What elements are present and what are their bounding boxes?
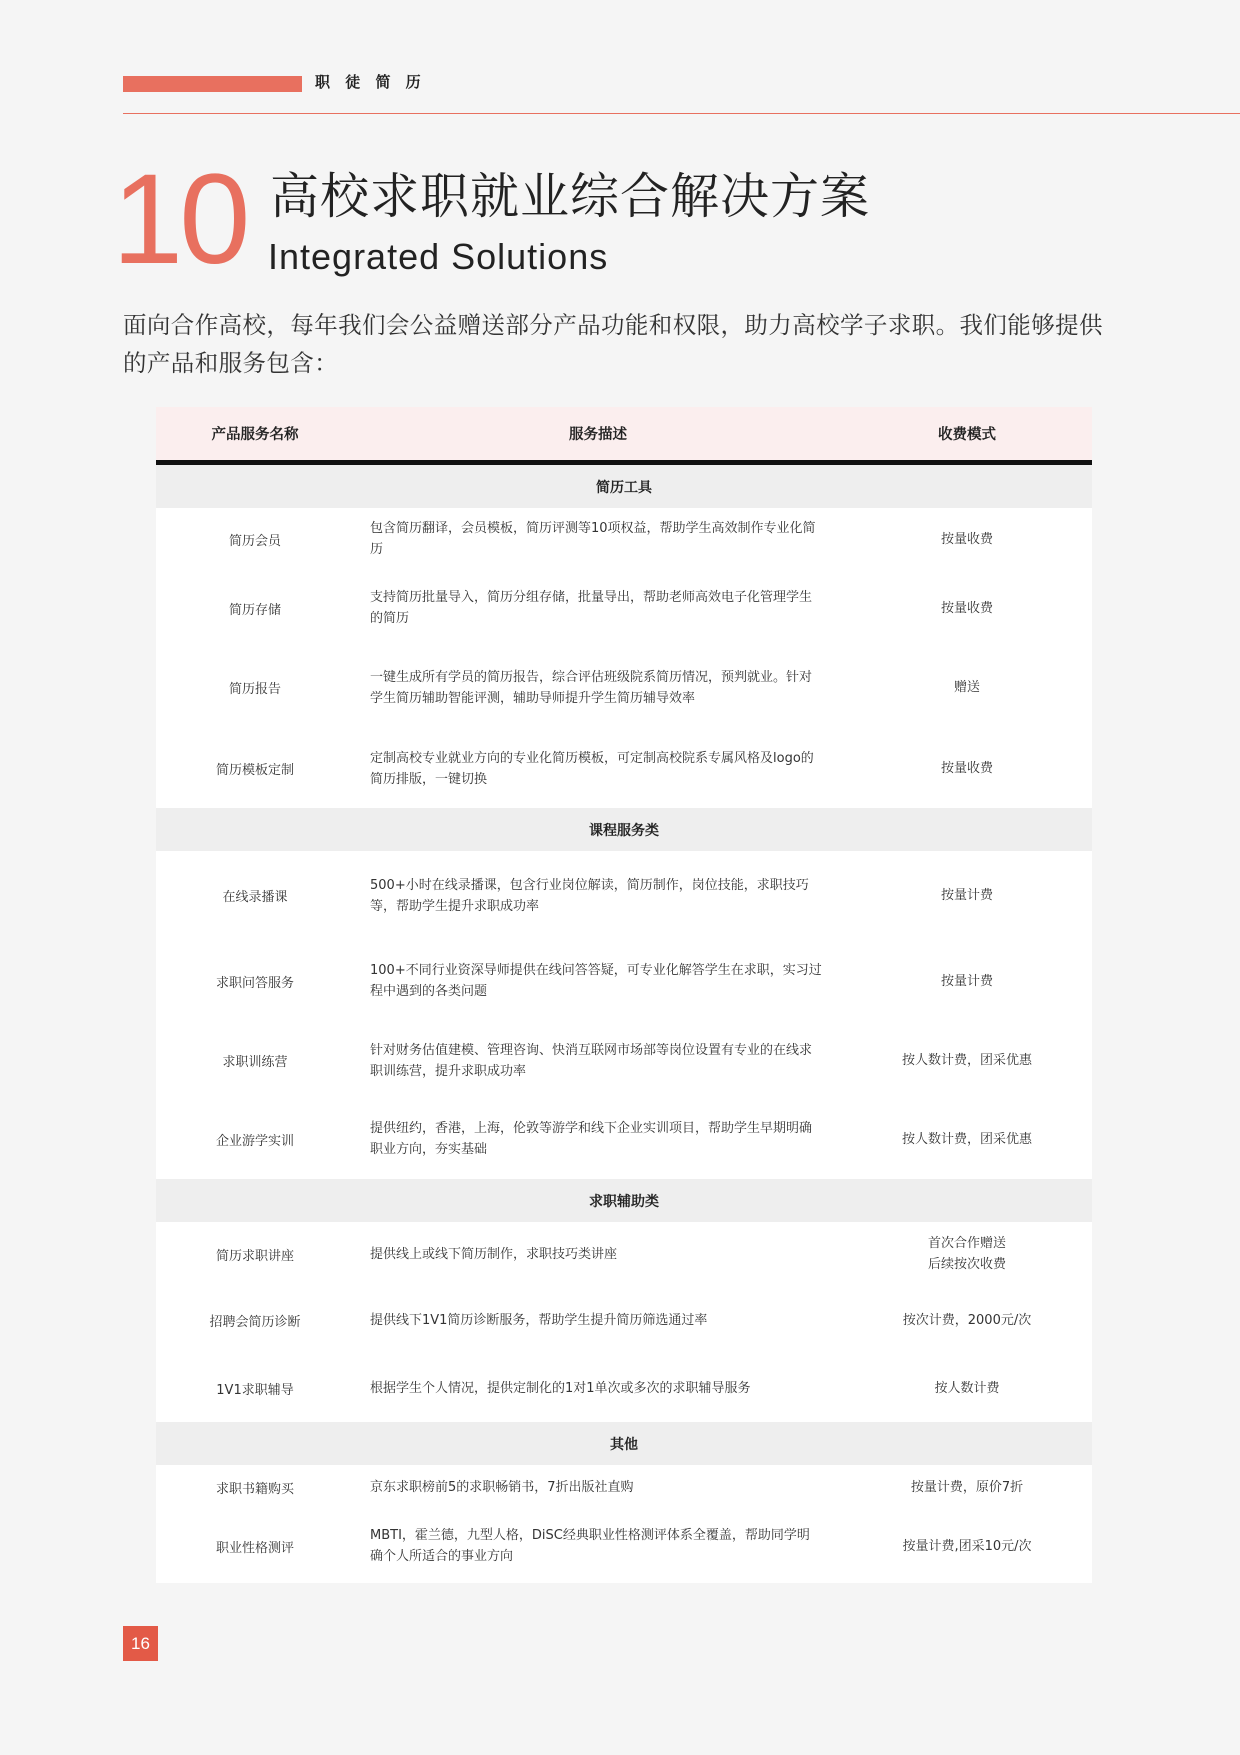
row-name: 1V1求职辅导 xyxy=(216,1382,294,1398)
group-title: 课程服务类 xyxy=(156,808,1092,851)
row-desc: 包含简历翻译，会员模板，简历评测等10项权益，帮助学生高效制作专业化简历 xyxy=(370,521,816,557)
table-row xyxy=(156,1509,1092,1583)
row-fee: 按量计费 xyxy=(940,973,993,989)
row-fee: 按人数计费 xyxy=(934,1380,1000,1396)
row-desc: 提供线上或线下简历制作，求职技巧类讲座 xyxy=(370,1246,618,1262)
header-accent-bar xyxy=(123,76,302,92)
table-row xyxy=(156,1465,1092,1509)
row-name: 简历模板定制 xyxy=(215,763,294,778)
header-desc: 服务描述 xyxy=(569,427,627,443)
group-title: 简历工具 xyxy=(156,465,1092,508)
row-fee: 按量收费 xyxy=(940,531,993,547)
table-row xyxy=(156,570,1092,646)
table-row xyxy=(156,646,1092,729)
row-name: 简历求职讲座 xyxy=(215,1248,294,1264)
table-row xyxy=(156,1286,1092,1354)
table-row xyxy=(156,851,1092,940)
row-desc: 500+小时在线录播课，包含行业岗位解读，简历制作，岗位技能，求职技巧等，帮助学生提升求职成功率 xyxy=(370,877,809,914)
table-row xyxy=(156,1354,1092,1422)
row-fee: 按量收费 xyxy=(940,600,993,616)
page-number: 16 xyxy=(123,1626,158,1661)
row-fee: 首次合作赠送 后续按次收费 xyxy=(927,1236,1006,1272)
section-title-en: Integrated Solutions xyxy=(268,236,609,277)
row-name: 简历会员 xyxy=(228,533,281,549)
row-desc: 支持简历批量导入，简历分组存储，批量导出，帮助老师高效电子化管理学生的简历 xyxy=(370,590,813,626)
row-fee: 按量计费,团采10元/次 xyxy=(902,1538,1032,1554)
header-fee: 收费模式 xyxy=(938,427,996,443)
row-name: 企业游学实训 xyxy=(215,1133,294,1149)
group-title: 其他 xyxy=(156,1422,1092,1465)
row-desc: MBTI，霍兰德，九型人格，DiSC经典职业性格测评体系全覆盖，帮助同学明确个人所适合的事业方向 xyxy=(370,1528,810,1564)
row-fee: 按人数计费，团采优惠 xyxy=(901,1053,1032,1068)
table-row xyxy=(156,729,1092,808)
table-row xyxy=(156,1099,1092,1179)
section-title-cn: 高校求职就业综合解决方案 xyxy=(270,168,871,225)
table-row xyxy=(156,1022,1092,1099)
row-name: 求职训练营 xyxy=(222,1055,288,1070)
row-fee: 赠送 xyxy=(953,680,980,695)
table-row xyxy=(156,940,1092,1022)
section-number: 10 xyxy=(112,148,247,291)
intro-paragraph: 面向合作高校，每年我们会公益赠送部分产品功能和权限，助力高校学子求职。我们能够提供的产品和服务包含： xyxy=(123,311,1103,377)
row-name: 在线录播课 xyxy=(222,890,288,905)
row-name: 招聘会简历诊断 xyxy=(209,1314,301,1330)
row-desc: 提供纽约，香港，上海，伦敦等游学和线下企业实训项目，帮助学生早期明确职业方向，夯实基础 xyxy=(370,1121,813,1157)
row-fee: 按量收费 xyxy=(940,761,993,776)
table-row xyxy=(156,508,1092,570)
row-name: 职业性格测评 xyxy=(215,1540,294,1556)
row-desc: 一键生成所有学员的简历报告，综合评估班级院系简历情况，预判就业。针对学生简历辅助智能评测，辅助导师提升学生简历辅导效率 xyxy=(370,669,813,706)
row-desc: 根据学生个人情况，提供定制化的1对1单次或多次的求职辅导服务 xyxy=(370,1380,751,1396)
table-row xyxy=(156,1222,1092,1286)
row-fee: 按人数计费，团采优惠 xyxy=(901,1131,1032,1147)
row-desc: 京东求职榜前5的求职畅销书，7折出版社直购 xyxy=(370,1479,634,1495)
row-name: 求职书籍购买 xyxy=(215,1481,294,1497)
group-title: 求职辅助类 xyxy=(156,1179,1092,1222)
row-desc: 100+不同行业资深导师提供在线问答答疑，可专业化解答学生在求职，实习过程中遇到的各类问题 xyxy=(370,963,822,999)
row-name: 简历报告 xyxy=(228,682,281,697)
header-divider xyxy=(123,113,1240,114)
row-desc: 针对财务估值建模、管理咨询、快消互联网市场部等岗位设置有专业的在线求职训练营，提升求职成功率 xyxy=(370,1042,813,1079)
table-header xyxy=(156,407,1092,465)
row-fee: 按量计费 xyxy=(940,888,993,903)
row-name: 简历存储 xyxy=(228,602,281,618)
row-fee: 按量计费，原价7折 xyxy=(910,1479,1024,1495)
row-fee: 按次计费，2000元/次 xyxy=(902,1312,1032,1328)
row-name: 求职问答服务 xyxy=(215,975,294,991)
services-table xyxy=(156,407,1092,1583)
row-desc: 提供线下1V1简历诊断服务，帮助学生提升简历筛选通过率 xyxy=(370,1312,708,1328)
header-brand: 职 徒 简 历 xyxy=(315,73,426,91)
row-desc: 定制高校专业就业方向的专业化简历模板，可定制高校院系专属风格及logo的简历排版，一键切换 xyxy=(370,750,814,787)
header-name: 产品服务名称 xyxy=(211,427,299,443)
